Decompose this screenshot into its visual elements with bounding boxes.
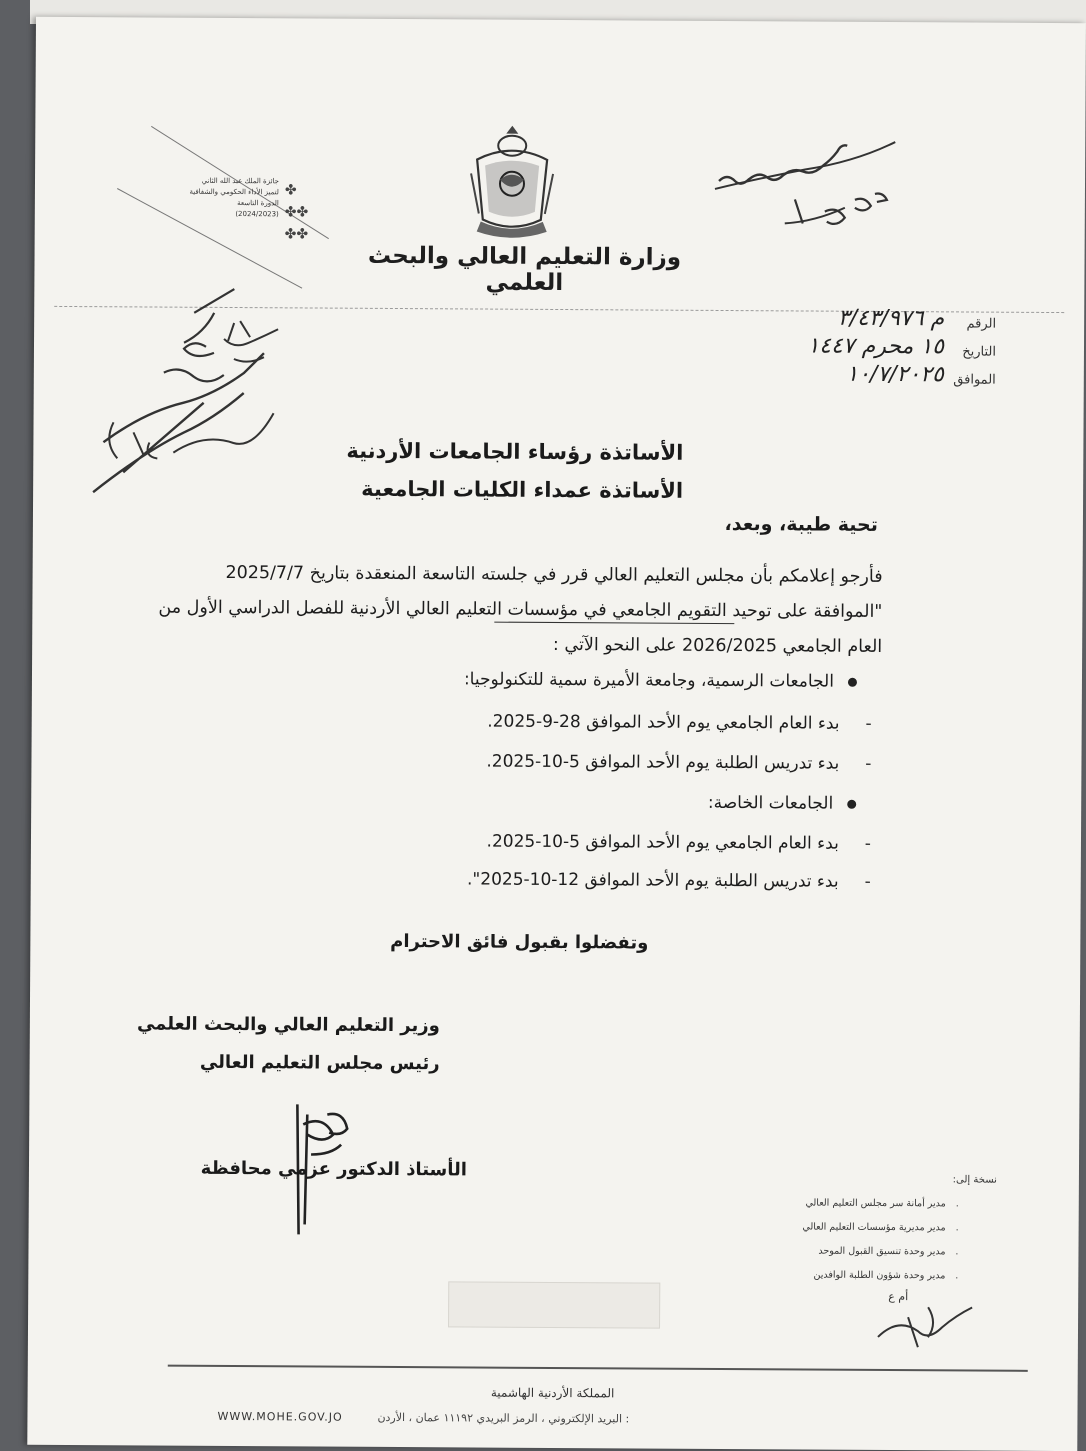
- dash-icon: -: [864, 833, 872, 854]
- copy-recipient-text: مدير وحدة تنسيق القبول الموحد: [818, 1245, 946, 1258]
- marginal-handwritten-annotations: [63, 282, 315, 534]
- corresponding-label: الموافق: [953, 372, 996, 388]
- footer-website: WWW.MOHE.GOV.JO: [217, 1409, 343, 1424]
- copy-recipient: [802, 1221, 958, 1233]
- dot-icon: .: [955, 1246, 959, 1258]
- dash-icon: -: [865, 713, 872, 734]
- list-item: [486, 752, 871, 774]
- award-badge: [175, 176, 315, 257]
- group-title: الجامعات الرسمية، وجامعة الأميرة سمية للتكنولوجيا:: [463, 669, 835, 692]
- footer-divider: [168, 1365, 1028, 1372]
- bullet-icon: [847, 799, 856, 808]
- svg-text:✤✤: ✤✤: [284, 226, 309, 243]
- date-value: ١٥ محرم ١٤٤٧: [807, 333, 945, 360]
- list-item-text: بدء تدريس الطلبة يوم الأحد الموافق 12-10-2025".: [466, 869, 839, 892]
- signatory-name: الأستاذ الدكتور عزمي محافظة: [200, 1157, 468, 1181]
- award-stars-icon: [281, 180, 315, 244]
- list-item: [487, 712, 872, 734]
- copy-recipient: [805, 1198, 958, 1210]
- dot-icon: .: [955, 1222, 959, 1234]
- svg-text:✤✤: ✤✤: [284, 204, 309, 221]
- list-item: [487, 832, 872, 854]
- closing-phrase: وتفضلوا بقبول فائق الاحترام: [390, 930, 649, 954]
- dash-icon: -: [864, 871, 871, 892]
- signatory-title-council: رئيس مجلس التعليم العالي: [199, 1051, 440, 1075]
- list-item: [467, 869, 871, 891]
- svg-text:✤: ✤: [284, 182, 297, 199]
- body-line-1: فأرجو إعلامكم بأن مجلس التعليم العالي قرر في جلسته التاسعة المنعقدة بتاريخ 2025/7/7: [225, 562, 883, 587]
- ministry-name: وزارة التعليم العالي والبحث العلمي: [367, 242, 682, 297]
- badge-line-2: لتميز الأداء الحكومي والشفافية: [189, 187, 279, 197]
- copy-recipient-text: مدير وحدة شؤون الطلبة الوافدين: [813, 1269, 946, 1282]
- initials-scribble: [868, 1287, 988, 1358]
- body-line-2: "الموافقة على توحيد التقويم الجامعي في مؤسسات التعليم العالي الأردنية للفصل الدراسي الأول من: [158, 597, 883, 622]
- badge-line-4: (2024/2023): [235, 210, 279, 219]
- list-item-text: بدء العام الجامعي يوم الأحد الموافق 28-9-2025.: [487, 711, 840, 734]
- group-public-universities: [464, 669, 857, 691]
- bullet-icon: [848, 677, 857, 686]
- letter-page: [27, 17, 1086, 1451]
- ref-value: م ٣/٤٣/٩٧٦: [837, 305, 945, 332]
- list-item-text: بدء تدريس الطلبة يوم الأحد الموافق 5-10-2025.: [486, 751, 840, 774]
- handwritten-reference-mark: [675, 119, 906, 240]
- corresponding-value: ١٠/٧/٢٠٢٥: [846, 361, 944, 388]
- jordan-coat-of-arms-icon: [467, 119, 558, 240]
- badge-line-3: الدورة التاسعة: [237, 199, 279, 208]
- badge-line-1: جائزة الملك عبد الله الثاني: [201, 176, 280, 186]
- ref-label: الرقم: [966, 316, 997, 332]
- copy-recipient-text: مدير مديرية مؤسسات التعليم العالي: [802, 1221, 946, 1234]
- copy-recipient: [813, 1270, 958, 1282]
- typist-initials: أم ع: [888, 1290, 909, 1304]
- copy-recipient-text: مدير أمانة سر مجلس التعليم العالي: [805, 1197, 946, 1210]
- group-private-universities: [708, 793, 856, 814]
- copies-heading: نسخة إلى:: [952, 1174, 997, 1186]
- dash-icon: -: [865, 753, 872, 774]
- signatory-title-minister: وزير التعليم العالي والبحث العلمي: [136, 1013, 440, 1037]
- copy-recipient: [818, 1246, 958, 1258]
- addressee-deans: الأساتذة عمداء الكليات الجامعية: [361, 476, 684, 503]
- footer-address: : البريد الإلكتروني ، الرمز البريدي ١١١٩٢ عمان ، الأردن: [377, 1410, 630, 1426]
- dot-icon: .: [955, 1198, 959, 1210]
- faint-stamp-box: [448, 1281, 660, 1328]
- date-label: التاريخ: [962, 344, 997, 360]
- footer-country: المملكة الأردنية الهاشمية: [490, 1385, 615, 1401]
- group-title: الجامعات الخاصة:: [707, 792, 834, 814]
- list-item-text: بدء العام الجامعي يوم الأحد الموافق 5-10-2025.: [486, 831, 839, 854]
- greeting: تحية طيبة، وبعد،: [724, 513, 878, 536]
- dot-icon: .: [955, 1270, 959, 1282]
- body-line-3: العام الجامعي 2026/2025 على النحو الآتي :: [552, 634, 883, 657]
- addressee-presidents: الأساتذة رؤساء الجامعات الأردنية: [346, 438, 684, 465]
